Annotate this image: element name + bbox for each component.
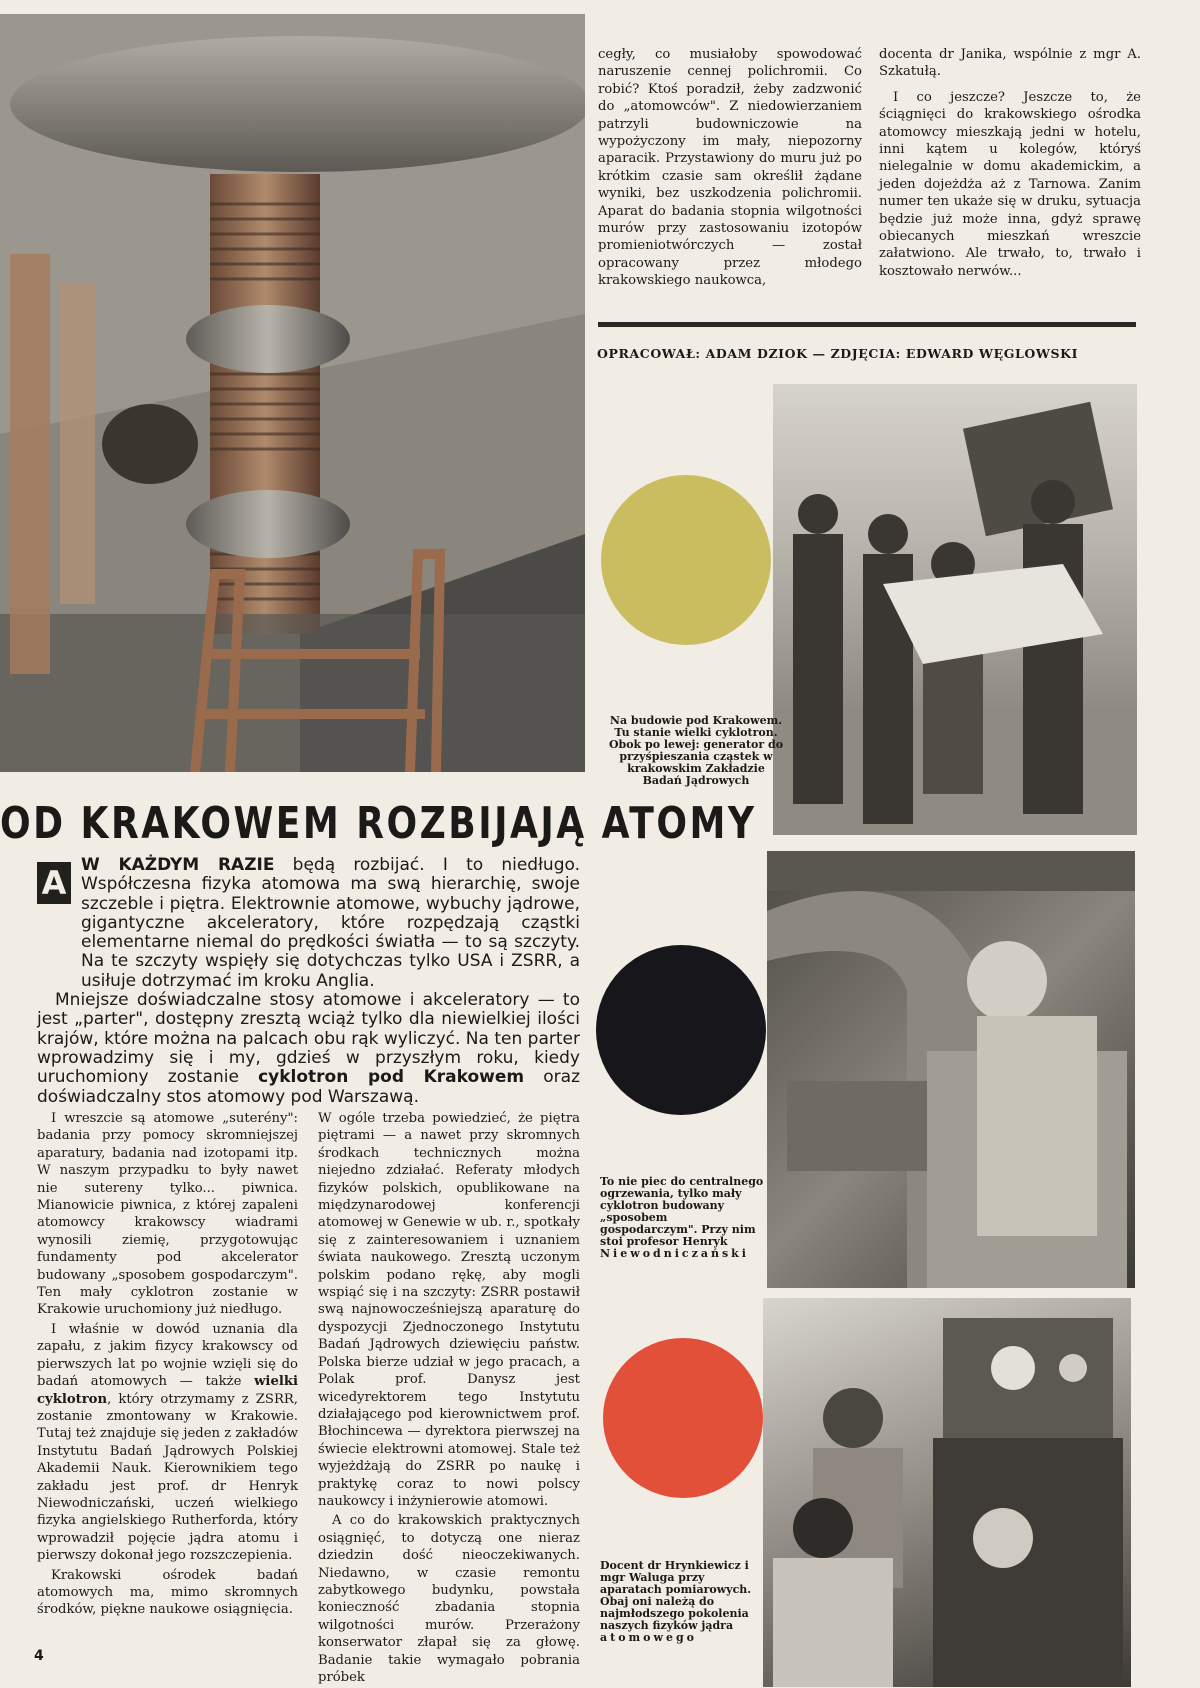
headline: OD KRAKOWEM ROZBIJAJĄ ATOMY bbox=[0, 798, 757, 849]
cyclotron-photo bbox=[767, 851, 1135, 1288]
caption-construction: Na budowie pod Krakowem. Tu stanie wielki cyklotron. Obok po lewej: generator do przyśpieszania cząstek w krakowskim Zakładzie Badań Jądrowych bbox=[608, 714, 784, 787]
dropcap: A bbox=[37, 862, 71, 904]
column-1-text bbox=[37, 1110, 298, 1621]
column-3-top-text bbox=[598, 46, 862, 292]
column-3-paragraph: cegły, co musiałoby spowodować naruszenie cennej polichromii. Co robić? Ktoś poradził, żeby zadzwonić do „atomowców". Z niedowierzaniem patrzyli budowniczowie na wypożyczony im mały, niepozorny aparacik. Przystawiony do muru już po krótkim czasie sam określił żądane wyniki, bez uszkodzenia polichromii. Aparat do badania stopnia wilgotności murów przy zastosowaniu izotopów promieniotwórczych — został opracowany przez młodego krakowskiego naukowca, bbox=[598, 47, 862, 289]
column-4-top-text bbox=[879, 46, 1141, 282]
divider-rule bbox=[598, 322, 1136, 327]
column-4-paragraph-1: docenta dr Janika, wspólnie z mgr A. Szkatułą. bbox=[879, 47, 1141, 80]
column-2-text bbox=[318, 1110, 580, 1688]
lead-paragraph-1 bbox=[37, 856, 580, 991]
lead-in: W KAŻDYM RAZIE bbox=[81, 855, 275, 875]
page-number: 4 bbox=[34, 1648, 44, 1664]
column-2-paragraph-1: W ogóle trzeba powiedzieć, że piętra piętrami — a nawet przy skromnych środkach technicznych można niejedno zdziałać. Referaty młodych fizyków polskich, opublikowane na międzynarodowej konferencji atomowej w Genewie w ub. r., spotkały się z zainteresowaniem i uznaniem świata naukowego. Zresztą uczonym polskim podano rękę, aby mogli wspiąć się i na szczyty: ZSRR postawił swą najnowocześniejszą aparaturę do dyspozycji Zjednoczonego Instytutu Badań Jądrowych dziewięciu państw. Polska bierze udział w jego pracach, a Polak prof. Danysz jest wicedyrektorem tego Instytutu działającego pod kierownictwem prof. Błochincewa — dyrektora pierwszej na świecie elektrowni atomowej. Stale też wyjeżdżają do ZSRR po naukę i praktykę coraz to nowi polscy naukowcy i inżynierowie atomowi. bbox=[318, 1111, 580, 1509]
lead-p2-b: oraz doświadczalny stos atomowy pod Warszawą. bbox=[37, 1067, 581, 1107]
caption-apparatus bbox=[600, 1560, 760, 1644]
column-1-paragraph-1: I wreszcie są atomowe „suterény": badania przy pomocy skromniejszej aparatury, badania nad izotopami itp. W naszym przypadku to były nawet nie sutereny tylko... piwnica. Mianowicie piwnica, z której zapaleni atomowcy krakowscy wiadrami wynosili ziemię, przygotowując fundamenty pod akcelerator budowany „sposobem gospodarczym". Ten mały cyklotron zostanie w Krakowie uruchomiony już niedługo. bbox=[37, 1111, 298, 1318]
lead-paragraph-2 bbox=[37, 991, 580, 1107]
column-1-paragraph-2 bbox=[37, 1321, 298, 1565]
column-1-p2-a: I właśnie w dowód uznania dla zapału, z jakim fizycy krakowscy od pierwszych lat po wojnie wzięli się do badań atomowych — także bbox=[37, 1321, 298, 1390]
apparatus-illustration bbox=[763, 1298, 1131, 1687]
caption-cyclotron bbox=[600, 1176, 768, 1260]
construction-illustration bbox=[773, 384, 1137, 835]
apparatus-photo bbox=[763, 1298, 1131, 1687]
caption-apparatus-end: atomowego bbox=[600, 1631, 698, 1644]
column-1-p2-b: , który otrzymamy z ZSRR, zostanie zmontowany w Krakowie. Tutaj też znajduje się jeden z zakładów Instytutu Badań Jądrowych Polskiej Akademii Nauk. Kierownikiem tego zakładu jest prof. dr Henryk Niewodniczański, uczeń wielkiego fizyka angielskiego Rutherforda, który wprowadził pojęcie jądra atomu i pierwszy dokonał jego rozszczepienia. bbox=[37, 1391, 298, 1564]
lead-p2-bold: cyklotron pod Krakowem bbox=[258, 1067, 525, 1088]
lead-text bbox=[37, 856, 580, 1107]
column-2-paragraph-2: A co do krakowskich praktycznych osiągnięć, to dotyczą one nieraz dziedzin dość nieoczekiwanych. Niedawno, w czasie remontu zabytkowego budynku, powstała konieczność zbadania stopnia wilgotności murów. Przerażony konserwator złapał się za głowę. Badanie takie wymagało pobrania próbek bbox=[318, 1513, 580, 1685]
lead-p2-a: Mniejsze doświadczalne stosy atomowe i akceleratory — to jest „parter", dostępny zresztą wciąż tylko dla niewielkiej ilości krajów, które można na palcach obu rąk wyliczyć. Na ten parter wprowadzimy się i my, gdzieś w przyszłym roku, kiedy uruchomiony zostanie bbox=[37, 990, 580, 1088]
column-4-paragraph-2: I co jeszcze? Jeszcze to, że ściągnięci do krakowskiego ośrodka atomowcy mieszkają jedni w hotelu, inni kątem u kolegów, któryś nielegalnie w domu akademickim, a jeden dojeżdża aż z Tarnowa. Zanim numer ten ukaże się w druku, sytuacja będzie już może inna, gdyż sprawę obiecanych mieszkań wreszcie załatwiono. Ale trwało, to, trwało i kosztowało nerwów... bbox=[879, 89, 1141, 279]
generator-illustration bbox=[0, 14, 585, 772]
caption-apparatus-text: Docent dr Hrynkiewicz i mgr Waluga przy aparatach pomiarowych. Obaj oni należą do najmłodszego pokolenia naszych fizyków jądra bbox=[600, 1559, 752, 1632]
column-1-paragraph-3: Krakowski ośrodek badań atomowych ma, mimo skromnych środków, piękne naukowe osiągnięcia. bbox=[37, 1567, 298, 1618]
cyclotron-illustration bbox=[767, 851, 1135, 1288]
caption-cyclotron-name: Niewodniczański bbox=[600, 1247, 749, 1260]
red-circle bbox=[603, 1338, 763, 1498]
lead-p1: będą rozbijać. I to niedługo. Współczesna fizyka atomowa ma swą hierarchię, swoje szczeble i piętra. Elektrownie atomowe, wybuchy jądrowe, gigantyczne akceleratory, które rozpędzają cząstki elementarne niemal do prędkości światła — to są szczyty. Na te szczyty wspięły się dotychczas tylko USA i ZSRR, a usiłuje dotrzymać im kroku Anglia. bbox=[81, 855, 580, 991]
caption-cyclotron-text: To nie piec do centralnego ogrzewania, tylko mały cyklotron budowany „sposobem gospodarczym". Przy nim stoi profesor Henryk bbox=[600, 1175, 764, 1248]
author-credit: OPRACOWAŁ: ADAM DZIOK — ZDJĘCIA: EDWARD WĘGLOWSKI bbox=[597, 346, 1079, 361]
black-circle bbox=[596, 945, 766, 1115]
column-1-p2-bold: wielki cyklotron bbox=[37, 1374, 298, 1407]
generator-photo bbox=[0, 14, 585, 772]
construction-photo bbox=[773, 384, 1137, 835]
yellow-circle bbox=[601, 475, 771, 645]
